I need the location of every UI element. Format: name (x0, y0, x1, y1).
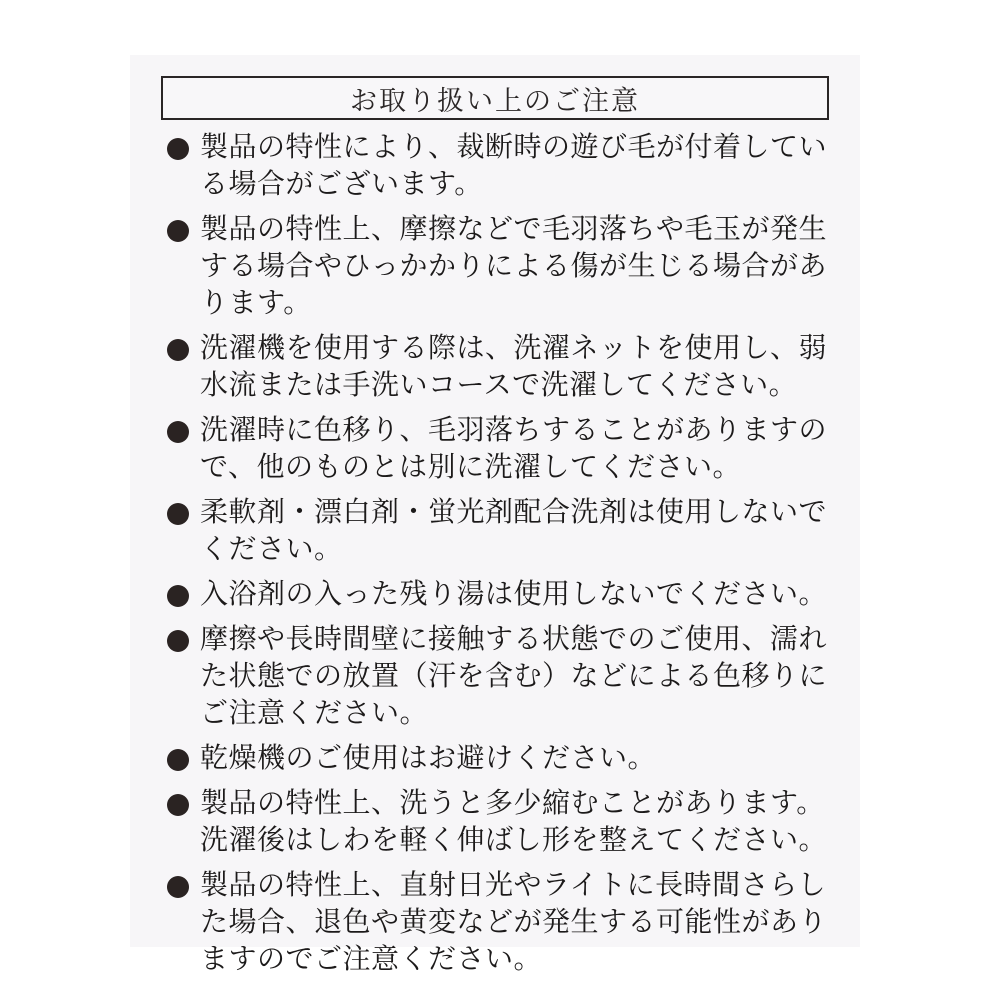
bullet-dot-icon (167, 503, 189, 525)
caution-text: 製品の特性上、摩擦などで毛羽落ちや毛玉が発生する場合やひっかかりによる傷が生じる場合があります。 (200, 212, 828, 319)
caution-item (166, 575, 846, 612)
caution-item (166, 128, 846, 202)
bullet-dot-icon (167, 794, 189, 816)
bullet-dot-icon (167, 421, 189, 443)
caution-text: 製品の特性上、直射日光やライトに長時間さらした場合、退色や黄変などが発生する可能性がありますのでご注意ください。 (200, 868, 828, 975)
caution-text: 洗濯時に色移り、毛羽落ちすることがありますので、他のものとは別に洗濯してください。 (200, 413, 828, 483)
bullet-dot-icon (167, 749, 189, 771)
caution-list (166, 128, 846, 985)
caution-text: 製品の特性上、洗うと多少縮むことがあります。洗濯後はしわを軽く伸ばし形を整えてください。 (200, 786, 828, 856)
caution-item (166, 210, 846, 321)
caution-item (166, 493, 846, 567)
title-box (161, 76, 829, 120)
bullet-dot-icon (167, 220, 189, 242)
bullet-dot-icon (167, 876, 189, 898)
bullet-dot-icon (167, 585, 189, 607)
caution-item (166, 620, 846, 731)
bullet-dot-icon (167, 138, 189, 160)
caution-item (166, 329, 846, 403)
page-title: お取り扱い上のご注意 (350, 85, 640, 117)
caution-text: 洗濯機を使用する際は、洗濯ネットを使用し、弱水流または手洗いコースで洗濯してください。 (200, 331, 828, 401)
caution-item (166, 866, 846, 977)
caution-text: 乾燥機のご使用はお避けください。 (200, 741, 657, 774)
bullet-dot-icon (167, 630, 189, 652)
caution-text: 摩擦や長時間壁に接触する状態でのご使用、濡れた状態での放置（汗を含む）などによる色移りにご注意ください。 (200, 622, 828, 729)
caution-item (166, 784, 846, 858)
caution-item (166, 739, 846, 776)
caution-text: 柔軟剤・漂白剤・蛍光剤配合洗剤は使用しないでください。 (200, 495, 828, 565)
caution-item (166, 411, 846, 485)
caution-text: 製品の特性により、裁断時の遊び毛が付着している場合がございます。 (200, 130, 828, 200)
caution-text: 入浴剤の入った残り湯は使用しないでください。 (200, 577, 828, 610)
bullet-dot-icon (167, 339, 189, 361)
